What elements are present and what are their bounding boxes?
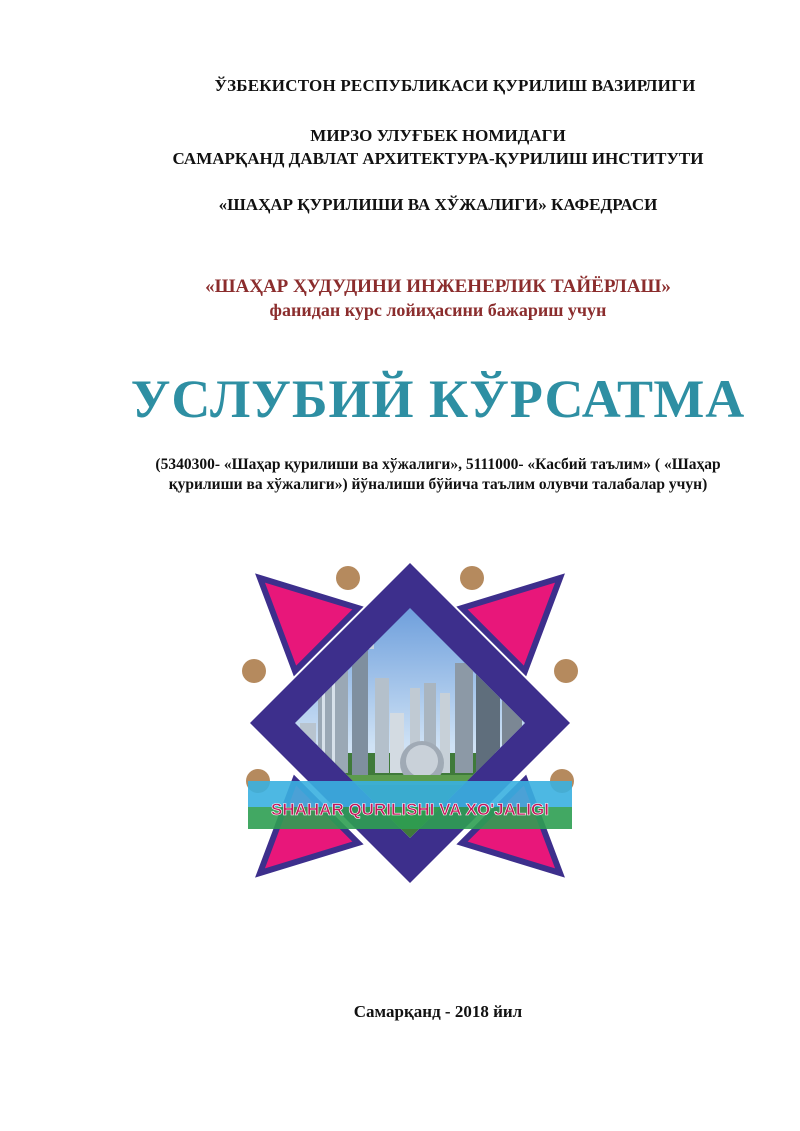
department-name: «ШАҲАР ҚУРИЛИШИ ВА ХЎЖАЛИГИ» КАФЕДРАСИ <box>218 195 658 214</box>
emblem-banner-text: SHAHAR QURILISHI VA XO'JALIGI <box>271 800 549 819</box>
institute-name-line1: МИРЗО УЛУҒБЕК НОМИДАГИ <box>310 126 566 145</box>
specialty-note-line1: (5340300- «Шаҳар қурилиши ва хўжалиги», 5111000- «Касбий таълим» ( «Шаҳар <box>155 456 721 473</box>
emblem-banner <box>248 781 572 829</box>
institute-name-line2: САМАРҚАНД ДАВЛАТ АРХИТЕКТУРА-ҚУРИЛИШ ИНСТИТУТИ <box>172 149 704 168</box>
ministry-heading: ЎЗБЕКИСТОН РЕСПУБЛИКАСИ ҚУРИЛИШ ВАЗИРЛИГИ <box>214 76 696 95</box>
specialty-note-line2: қурилиши ва хўжалиги») йўналиши бўйича таълим олувчи талабалар учун) <box>168 476 708 493</box>
place-and-year: Самарқанд - 2018 йил <box>353 1002 523 1021</box>
course-purpose: фанидан курс лойиҳасини бажариш учун <box>269 300 607 320</box>
department-emblem <box>240 553 580 898</box>
document-title: УСЛУБИЙ КЎРСАТМА <box>130 369 746 429</box>
course-subject: «ШАҲАР ҲУДУДИНИ ИНЖЕНЕРЛИК ТАЙЁРЛАШ» <box>205 276 671 297</box>
